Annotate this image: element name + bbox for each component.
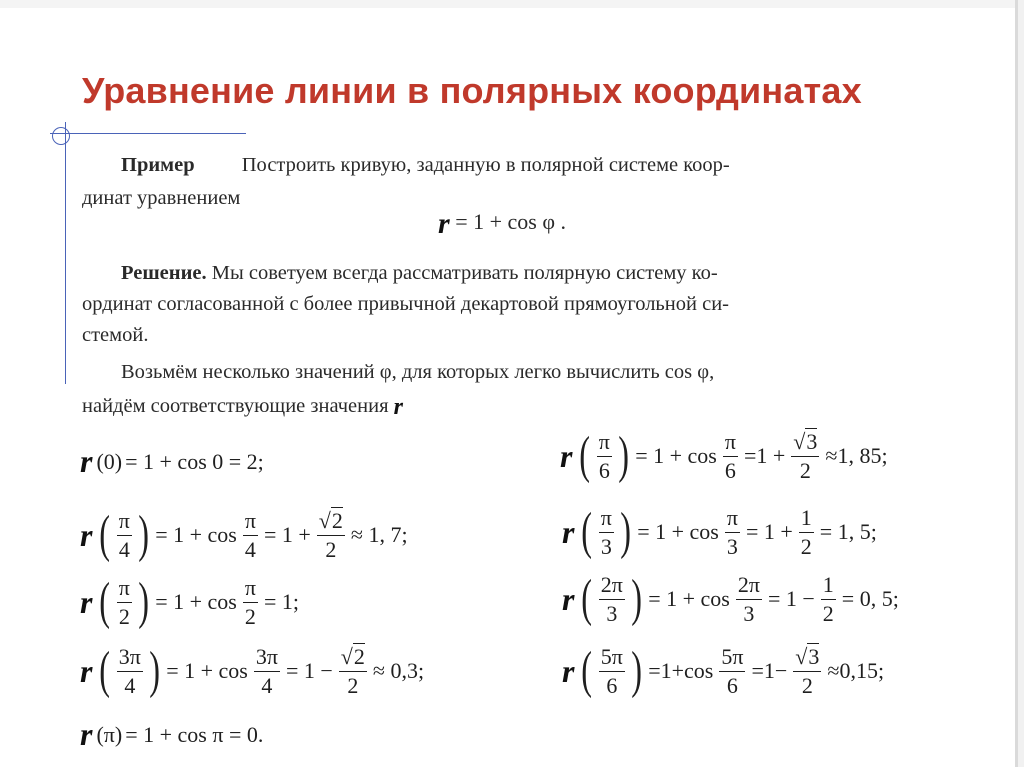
formula-r-2pi-3: r ( $\frac{2\pi}{3}$ ) = 1 + cos $\frac{2\pi}{3}$ = 1 − $\frac{1}{2}$ = 0, 5; [562, 570, 899, 627]
decor-vertical-line [65, 122, 66, 384]
formula-r-3pi-4: r ( $\frac{3\pi}{4}$ ) = 1 + cos $\frac{3\pi}{4}$ = 1 − $\frac{√2}{2}$ ≈ 0,3; [80, 642, 425, 699]
formula-r-pi-6: r ( $\frac{\pi}{6}$ ) = 1 + cos $\frac{\pi}{6}$ =1 + $\frac{√3}{2}$ ≈1, 85; [560, 427, 888, 484]
example-label: Пример [121, 154, 195, 176]
solution-line-2: ординат согласованной с более привычной декартовой прямоугольной си- [82, 293, 729, 315]
slide-title: Уравнение линии в полярных координатах [82, 70, 862, 111]
formula-r-pi-3: r ( $\frac{\pi}{3}$ ) = 1 + cos $\frac{\pi}{3}$ = 1 + $\frac{1}{2}$ = 1, 5; [562, 503, 877, 560]
decor-horizontal-line [50, 133, 246, 134]
example-equation: r = 1 + cos φ . [438, 207, 567, 240]
solution-line-3: стемой. [82, 324, 149, 346]
slide-top-edge [0, 0, 1024, 8]
solution-label: Решение. [121, 262, 207, 284]
example-line-1: Пример Построить кривую, заданную в полярной системе коор- [121, 154, 730, 176]
slide-right-edge [1018, 0, 1024, 767]
example-line-2: динат уравнением [82, 187, 241, 209]
formula-r-0: r (0) = 1 + cos 0 = 2; [80, 443, 264, 479]
decor-circle [52, 127, 70, 145]
formula-r-5pi-6: r ( $\frac{5\pi}{6}$ ) =1+cos $\frac{5\pi}{6}$ =1− $\frac{√3}{2}$ ≈0,15; [562, 642, 885, 699]
solution-line-4: Возьмём несколько значений φ, для которых легко вычислить cos φ, [121, 361, 715, 383]
solution-line-5: найдём соответствующие значения r [82, 394, 403, 420]
formula-r-pi-2: r ( $\frac{\pi}{2}$ ) = 1 + cos $\frac{\pi}{2}$ = 1; [80, 573, 299, 630]
formula-r-pi-4: r ( $\frac{\pi}{4}$ ) = 1 + cos $\frac{\pi}{4}$ = 1 + $\frac{√2}{2}$ ≈ 1, 7; [80, 506, 408, 563]
solution-line-1: Решение. Мы советуем всегда рассматривать полярную систему ко- [121, 262, 718, 284]
formula-r-pi: r (π) = 1 + cos π = 0. [80, 716, 264, 752]
